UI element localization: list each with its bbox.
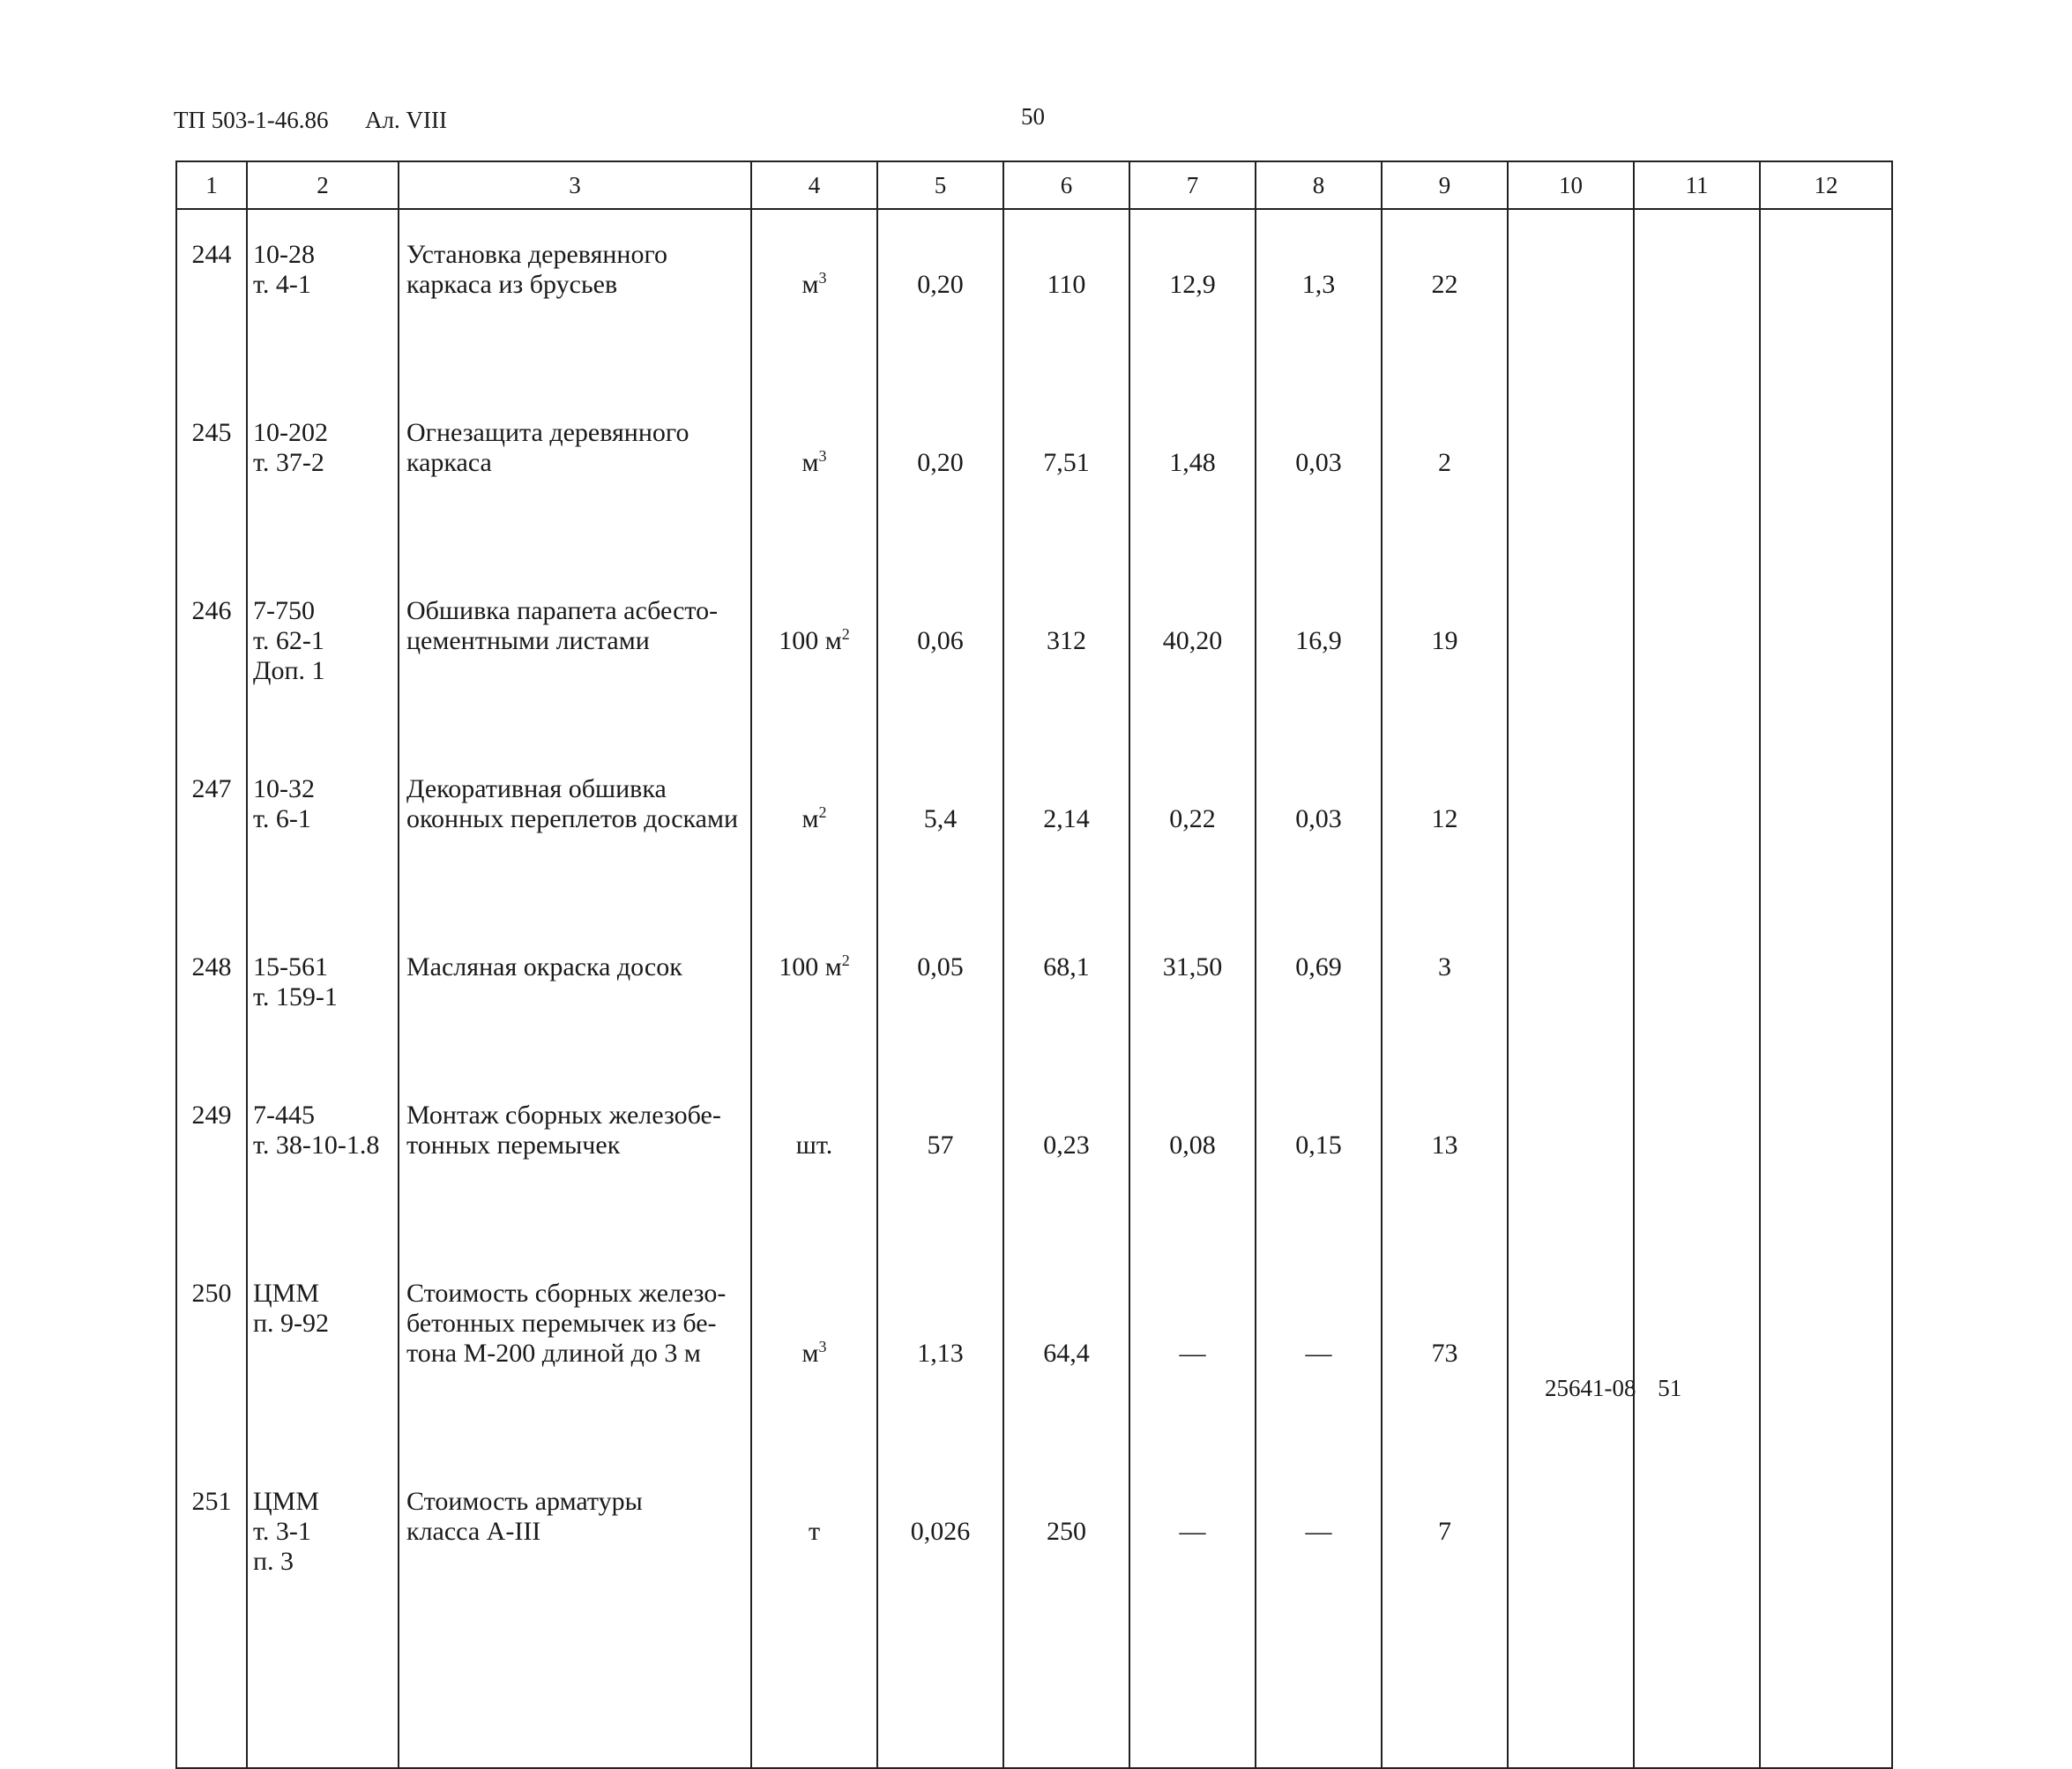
unit-text: 100 м (779, 626, 842, 655)
row-number: 251 (176, 1457, 247, 1635)
column-header: 8 (1256, 161, 1382, 209)
empty-cell (1760, 1635, 1892, 1768)
empty-cell (1760, 744, 1892, 922)
value-cell-c8: 0,03 (1256, 744, 1382, 922)
table-row (176, 1071, 1892, 1249)
column-header: 2 (247, 161, 399, 209)
value-cell-c5: 1,13 (877, 1249, 1003, 1457)
row-number: 245 (176, 388, 247, 566)
column-header: 1 (176, 161, 247, 209)
norm-code (247, 388, 399, 566)
empty-cell (1508, 1249, 1634, 1457)
empty-cell (1129, 1635, 1256, 1768)
row-number: 247 (176, 744, 247, 922)
norm-code-line: ЦММ (253, 1487, 320, 1516)
empty-cell (1634, 1457, 1760, 1635)
unit-cell (751, 1457, 877, 1635)
value-cell-c8: 0,15 (1256, 1071, 1382, 1249)
work-name (399, 566, 751, 744)
column-header: 6 (1003, 161, 1129, 209)
value-cell-c7: 12,9 (1129, 209, 1256, 388)
norm-code-line: т. 38-10-1.8 (253, 1131, 380, 1160)
norm-code-line: т. 3-1 (253, 1517, 311, 1546)
column-header: 12 (1760, 161, 1892, 209)
work-name-line: Обшивка парапета асбесто- (406, 596, 719, 625)
value-cell-c5: 5,4 (877, 744, 1003, 922)
value-cell-c9: 12 (1382, 744, 1508, 922)
norm-code (247, 566, 399, 744)
value-cell-c9: 19 (1382, 566, 1508, 744)
page-number: 50 (1021, 103, 1045, 130)
work-name-line: каркаса (406, 448, 492, 477)
work-name-line: Стоимость арматуры (406, 1487, 643, 1516)
unit-text: м (801, 270, 819, 299)
norm-code-line: 10-28 (253, 240, 315, 269)
work-name (399, 744, 751, 922)
norm-code-line: т. 37-2 (253, 448, 324, 477)
work-name-line: Стоимость сборных железо- (406, 1279, 727, 1308)
work-name-line: Декоративная обшивка (406, 774, 667, 803)
unit-exponent: 2 (841, 952, 850, 969)
norm-code-line: 10-32 (253, 774, 315, 803)
empty-cell (877, 1635, 1003, 1768)
table-header-row (176, 161, 1892, 209)
norm-code-line: п. 3 (253, 1547, 294, 1576)
empty-cell (1634, 744, 1760, 922)
empty-cell (751, 1635, 877, 1768)
empty-cell (1508, 744, 1634, 922)
value-cell-c8: 1,3 (1256, 209, 1382, 388)
column-header: 11 (1634, 161, 1760, 209)
unit-exponent: 2 (818, 803, 827, 821)
value-cell-c5: 0,05 (877, 922, 1003, 1071)
value-cell-c9: 22 (1382, 209, 1508, 388)
empty-cell (1634, 1249, 1760, 1457)
work-name-line: Огнезащита деревянного (406, 418, 689, 447)
empty-cell (1508, 1457, 1634, 1635)
empty-cell (1508, 566, 1634, 744)
row-number: 249 (176, 1071, 247, 1249)
empty-cell (1508, 209, 1634, 388)
value-cell-c8: 16,9 (1256, 566, 1382, 744)
unit-exponent: 3 (818, 1338, 827, 1355)
value-cell-c6: 64,4 (1003, 1249, 1129, 1457)
column-header: 9 (1382, 161, 1508, 209)
empty-cell (1760, 1457, 1892, 1635)
work-name (399, 1249, 751, 1457)
value-cell-c6: 68,1 (1003, 922, 1129, 1071)
value-cell-c9: 73 (1382, 1249, 1508, 1457)
row-number: 248 (176, 922, 247, 1071)
unit-text: шт. (795, 1131, 833, 1160)
unit-cell (751, 1249, 877, 1457)
table-row (176, 388, 1892, 566)
empty-cell (1003, 1635, 1129, 1768)
empty-cell (399, 1635, 751, 1768)
empty-cell (1760, 566, 1892, 744)
norm-code (247, 1457, 399, 1635)
row-number: 244 (176, 209, 247, 388)
value-cell-c6: 110 (1003, 209, 1129, 388)
empty-cell (1508, 1635, 1634, 1768)
norm-code-line: 7-445 (253, 1101, 315, 1130)
value-cell-c9: 7 (1382, 1457, 1508, 1635)
value-cell-c5: 0,20 (877, 388, 1003, 566)
norm-code (247, 744, 399, 922)
work-name-line: бетонных перемычек из бе- (406, 1309, 717, 1338)
value-cell-c9: 3 (1382, 922, 1508, 1071)
value-cell-c8: — (1256, 1457, 1382, 1635)
value-cell-c7: 1,48 (1129, 388, 1256, 566)
unit-text: 100 м (779, 952, 842, 982)
norm-code (247, 209, 399, 388)
row-number: 246 (176, 566, 247, 744)
table-row (176, 566, 1892, 744)
unit-text: т (808, 1517, 821, 1546)
work-name-line: тона М-200 длиной до 3 м (406, 1339, 701, 1368)
unit-cell (751, 388, 877, 566)
table-row (176, 1249, 1892, 1457)
norm-code-line: п. 9-92 (253, 1309, 330, 1338)
column-header: 3 (399, 161, 751, 209)
work-name-line: каркаса из брусьев (406, 270, 618, 299)
table-row (176, 744, 1892, 922)
value-cell-c7: 40,20 (1129, 566, 1256, 744)
value-cell-c7: — (1129, 1457, 1256, 1635)
unit-cell (751, 744, 877, 922)
unit-exponent: 3 (818, 447, 827, 465)
empty-cell (1760, 209, 1892, 388)
table-row (176, 209, 1892, 388)
norm-code-line: т. 62-1 (253, 626, 324, 655)
norm-code-line: т. 159-1 (253, 982, 338, 1011)
column-header: 4 (751, 161, 877, 209)
work-name-line: Масляная окраска досок (406, 952, 682, 982)
value-cell-c5: 0,06 (877, 566, 1003, 744)
work-name (399, 388, 751, 566)
empty-cell (176, 1635, 247, 1768)
norm-code (247, 1071, 399, 1249)
norm-code-line: 7-750 (253, 596, 315, 625)
empty-cell (1634, 566, 1760, 744)
value-cell-c9: 13 (1382, 1071, 1508, 1249)
norm-code (247, 1249, 399, 1457)
value-cell-c6: 250 (1003, 1457, 1129, 1635)
value-cell-c5: 0,20 (877, 209, 1003, 388)
work-name (399, 1457, 751, 1635)
norm-code (247, 922, 399, 1071)
empty-cell (1634, 922, 1760, 1071)
row-number: 250 (176, 1249, 247, 1457)
work-name-line: цементными листами (406, 626, 650, 655)
empty-cell (1256, 1635, 1382, 1768)
work-name-line: класса А-III (406, 1517, 541, 1546)
empty-cell (1760, 1071, 1892, 1249)
norm-code-line: т. 4-1 (253, 270, 311, 299)
empty-cell (1382, 1635, 1508, 1768)
table-row (176, 922, 1892, 1071)
table-row (176, 1457, 1892, 1635)
value-cell-c9: 2 (1382, 388, 1508, 566)
norm-code-line: ЦММ (253, 1279, 320, 1308)
unit-cell (751, 922, 877, 1071)
value-cell-c5: 57 (877, 1071, 1003, 1249)
value-cell-c6: 0,23 (1003, 1071, 1129, 1249)
value-cell-c7: 0,08 (1129, 1071, 1256, 1249)
estimate-table (175, 160, 1893, 1769)
value-cell-c7: — (1129, 1249, 1256, 1457)
value-cell-c6: 2,14 (1003, 744, 1129, 922)
document-code: ТП 503-1-46.86 (174, 107, 329, 133)
value-cell-c6: 7,51 (1003, 388, 1129, 566)
table-filler-row (176, 1635, 1892, 1768)
value-cell-c6: 312 (1003, 566, 1129, 744)
norm-code-line: 10-202 (253, 418, 328, 447)
column-header: 5 (877, 161, 1003, 209)
work-name-line: тонных перемычек (406, 1131, 621, 1160)
empty-cell (1508, 388, 1634, 566)
value-cell-c5: 0,026 (877, 1457, 1003, 1635)
empty-cell (1634, 1635, 1760, 1768)
value-cell-c7: 0,22 (1129, 744, 1256, 922)
empty-cell (1508, 922, 1634, 1071)
unit-text: м (801, 1339, 819, 1368)
norm-code-line: 15-561 (253, 952, 328, 982)
unit-text: м (801, 448, 819, 477)
unit-cell (751, 566, 877, 744)
work-name-line: Установка деревянного (406, 240, 668, 269)
work-name-line: оконных переплетов досками (406, 804, 739, 833)
value-cell-c7: 31,50 (1129, 922, 1256, 1071)
column-header: 10 (1508, 161, 1634, 209)
empty-cell (1634, 1071, 1760, 1249)
value-cell-c8: — (1256, 1249, 1382, 1457)
work-name-line: Монтаж сборных железобе- (406, 1101, 721, 1130)
footer-code: 25641-08 51 (1545, 1375, 1682, 1401)
norm-code-line: Доп. 1 (253, 656, 325, 685)
empty-cell (1760, 922, 1892, 1071)
unit-cell (751, 1071, 877, 1249)
column-header: 7 (1129, 161, 1256, 209)
unit-text: м (801, 804, 819, 833)
work-name (399, 922, 751, 1071)
norm-code-line: т. 6-1 (253, 804, 311, 833)
work-name (399, 1071, 751, 1249)
value-cell-c8: 0,69 (1256, 922, 1382, 1071)
empty-cell (1634, 388, 1760, 566)
empty-cell (1760, 388, 1892, 566)
unit-cell (751, 209, 877, 388)
empty-cell (1634, 209, 1760, 388)
empty-cell (1760, 1249, 1892, 1457)
empty-cell (1508, 1071, 1634, 1249)
value-cell-c8: 0,03 (1256, 388, 1382, 566)
work-name (399, 209, 751, 388)
unit-exponent: 2 (841, 625, 850, 643)
empty-cell (247, 1635, 399, 1768)
sheet-label: Ал. VIII (365, 107, 447, 133)
unit-exponent: 3 (818, 269, 827, 287)
